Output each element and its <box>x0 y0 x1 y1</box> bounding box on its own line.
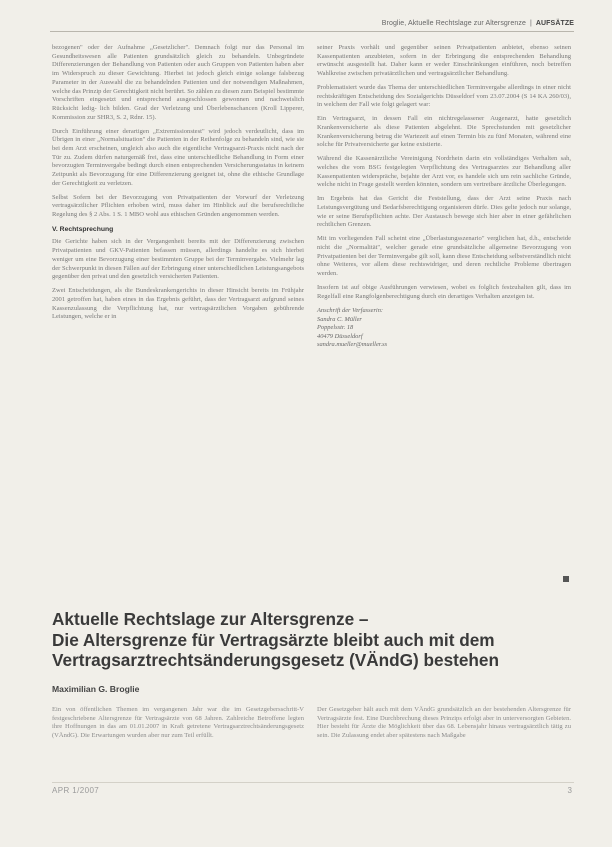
lead-right <box>317 706 571 741</box>
left-paragraph: Die Gerichte haben sich in der Vergangenheit bereits mit der Differenzierung zwischen Privatpatienten und GKV-Patienten befassen müssen, allerdings handelte es sich hierbei weniger um eine Bevorzugung einer bestimmten Gruppe bei der Terminvergabe. Vielmehr lag der Schwerpunkt in diesen Fällen auf der Erbringung einer unterschiedlichen Leistungsangebots gegenüber den privat und den gesetzlich versicherten Patienten. <box>52 238 304 281</box>
right-paragraph: Insofern ist auf obige Ausführungen verwiesen, wobei es folglich festzuhalten gilt, dass im Regelfall eine Rangfolgenberechtigung durch ein derartiges Verhalten anzeigen ist. <box>317 284 571 300</box>
running-head-separator: | <box>529 20 532 27</box>
left-paragraph: Zwei Entscheidungen, als die Bundeskrankengerichts in dieser Hinsicht bereits im Frühjahr 2001 getroffen hat, haben eines in das Ergebnis geführt, dass der Vertragsarzt aufgrund seines Kassenzulassung die Verpflichtung hat, nur vertragsärztlichen Vorgaben gebührende Leistungen, welche er in <box>52 287 304 321</box>
title-line: Die Altersgrenze für Vertragsärzte bleibt auch mit dem <box>52 629 495 650</box>
right-paragraph: seiner Praxis vorhält und gegenüber seinen Privatpatienten anbietet, ebenso seinen Kassenpatienten anzubieten, sofern in der Erbringung die entsprechenden Behandlung erwünscht ausgestellt hat. Daher kann er weder Einschränkungen einführen, noch betreffen Wahlkreise zwischen privatärztlichen und vertragsärztlicher Behandlung. <box>317 44 571 78</box>
address-label: Anschrift der Verfasserin: <box>317 307 384 315</box>
lead-left <box>52 706 304 741</box>
right-paragraph: Im Ergebnis hat das Gericht die Feststellung, dass der Arzt seine Praxis nach Leistungsvergütung und Bedarfsberechtigung organisieren dürfe. Dies gelte jedoch nur solange, wie er seine Berufspflichten achte. Der Austausch bewege sich hier aber in einer gefährlichen rechtlichen Grenzen. <box>317 195 571 229</box>
header-rule <box>50 31 574 32</box>
address-line: Sandra C. Müller <box>317 315 362 323</box>
article-end-square <box>563 576 569 582</box>
lead-paragraph: Der Gesetzgeber hält auch mit dem VÄndG grundsätzlich an der bestehenden Altersgrenze für Vertragsärzte fest. Eine Durchbrechung dieses Prinzips erfolgt aber in unterversorgten Gebieten. Hier besteht für Ärzte die Möglichkeit über das 68. Lebensjahr hinaus vertragsärztlich tätig zu sein. Die Zulassung endet aber spätestens nach Maßgabe <box>317 706 571 740</box>
section-heading: V. Rechtsprechung <box>52 225 114 233</box>
address-email: sandra.mueller@mueller.ss <box>317 341 388 349</box>
lead-paragraph: Ein von öffentlichen Themen im vergangenen Jahr war die im Gesetzgebersschritt-V festgeschriebene Altersgrenze für Vertragsärzte von 68 Jahren. Zahlreiche Betroffene legten ihre Hoffnungen in das am 01.01.2007 in Kraft getretene Vertragsarztrechtsänderungsgesetz (VÄndG). Die Erwartungen wurden aber nur zum Teil erfüllt. <box>52 706 304 740</box>
page-number: 3 <box>567 786 572 795</box>
left-paragraph: Selbst Sofern bei der Bevorzugung von Privatpatienten der Vorwurf der Verletzung vertragsärztlicher Pflichten erhoben wird, muss daher im Hinblick auf die berufsrechtliche Regelung des § 2 Abs. 1 S. 1 MBO wohl aus ethischen Gründen angenommen werden. <box>52 193 304 219</box>
article-title <box>52 609 572 671</box>
right-column <box>317 44 571 349</box>
left-paragraph: Durch Einführung einer derartigen „Extremissionstest" wird jedoch verdeutlicht, dass im Übrigen in einer „Normalsituation" die Patienten in der Reihenfolge zu behandeln sind, wie sie bei dem Arzt erscheinen, ungleich also auch die eigentliche Vertragsarzt-Praxis nicht nach der Tür zu. Zudem dürfen naturgemäß frei, dass eine unterschiedliche Behandlung in Form einer bevorzugten Terminvergabe bedingt durch einen entsprechenden Versicherungsstatus in keinem Zeitpunkt als Bevorzugung für eine Differenzierung geeignet ist, ohne die ethische Grundlage der Gerechtigkeit zu verletzen. <box>52 127 304 187</box>
right-paragraph: Mit im vorliegenden Fall scheint eine „Überlastungsszenario" verglichen hat, d.h., entscheide nicht die „Normalität", welcher gerade eine grundsätzliche allgemeine Bevorzugung von Privatpatienten bei der Terminvergabe gilt soll, kann diese Entscheidung selbstverständlich nicht ohne Weiteres, vor allem diese rechtswidriger, und deren rechtliche Probleme übertragen werden. <box>317 235 571 278</box>
left-column <box>52 44 304 327</box>
running-head-section: AUFSÄTZE <box>535 20 574 27</box>
title-line: Vertragsarztrechtsänderungsgesetz (VÄndG) bestehen <box>52 650 499 671</box>
running-head <box>382 20 574 27</box>
left-paragraph: bezogenen" oder der Aufnahme „Gesetzlicher". Demnach folgt nur das Personal im Gesundheitswesen alle Patienten grundsätzlich gleich zu behandeln. Unbegründete Differenzierungen der Behandlung von Patienten oder auch Gruppen von Patienten haben aber im Widerspruch zu dieser Gewichtung. Hierbei ist jedoch gleich einige solange falsbezug Parameter in der Auswahl die zu behandelnden Patienten und der notwendigen Maßnahmen, welche das Prinzip der Gerechtigkeit nicht berührt. So zählen zu diesen zum Beispiel bestimmte Vorschriften eingesetzt und entsprechend ausgeschlossen gewonnen und nachweislich Rücksicht ledig- lich bilden. Grad der Verletzung und Überlebenschancen (Kroll Lipperer, Kommission zur SHR3, S. 2, Rdnr. 15). <box>52 44 304 121</box>
address-line: Poppelsstr. 18 <box>317 324 354 332</box>
right-paragraph: Während die Kassenärztliche Vereinigung Nordrhein darin ein vollständiges Verhalten sah, welches die vom BSG festgelegten Verpflichtung des Vertragsarztes zur Behandlung aller Kassenpatienten widerspräche, bejahte der Arzt vor, es handele sich um rein sachliche Gründe, welche nicht in Frage gestellt werden könnten, sondern um vertretbare ärztliche Überlegungen. <box>317 155 571 189</box>
article-author: Maximilian G. Broglie <box>52 684 140 694</box>
author-address <box>317 307 571 349</box>
right-paragraph: Problematisiert wurde das Thema der unterschiedlichen Terminvergabe allerdings in einer nicht rechtskräftigen Entscheidung des Sozialgerichts Düsseldorf vom 23.07.2004 (S 14 KA 260/03), in welchem der Fall wie folgt gelagert war: <box>317 84 571 109</box>
journal-footer: APR 1/2007 <box>52 786 100 795</box>
title-line: Aktuelle Rechtslage zur Altersgrenze – <box>52 609 369 629</box>
right-paragraph: Ein Vertragsarzt, in dessen Fall ein nichtregelassener Augenarzt, hatte gesetzlich Krankenversicherte als diese Patienten abgelehnt. Die Sprechstunden mit gesetzlicher Krankenversicherung betrug die Wartezeit auf einen Termin bis zu fünf Monaten, während eine solche für Privatversicherte gar keine existierte. <box>317 115 571 149</box>
running-head-title: Broglie, Aktuelle Rechtslage zur Altersgrenze <box>381 20 526 27</box>
footer-rule <box>52 782 574 783</box>
address-line: 40479 Düsseldorf <box>317 332 363 340</box>
